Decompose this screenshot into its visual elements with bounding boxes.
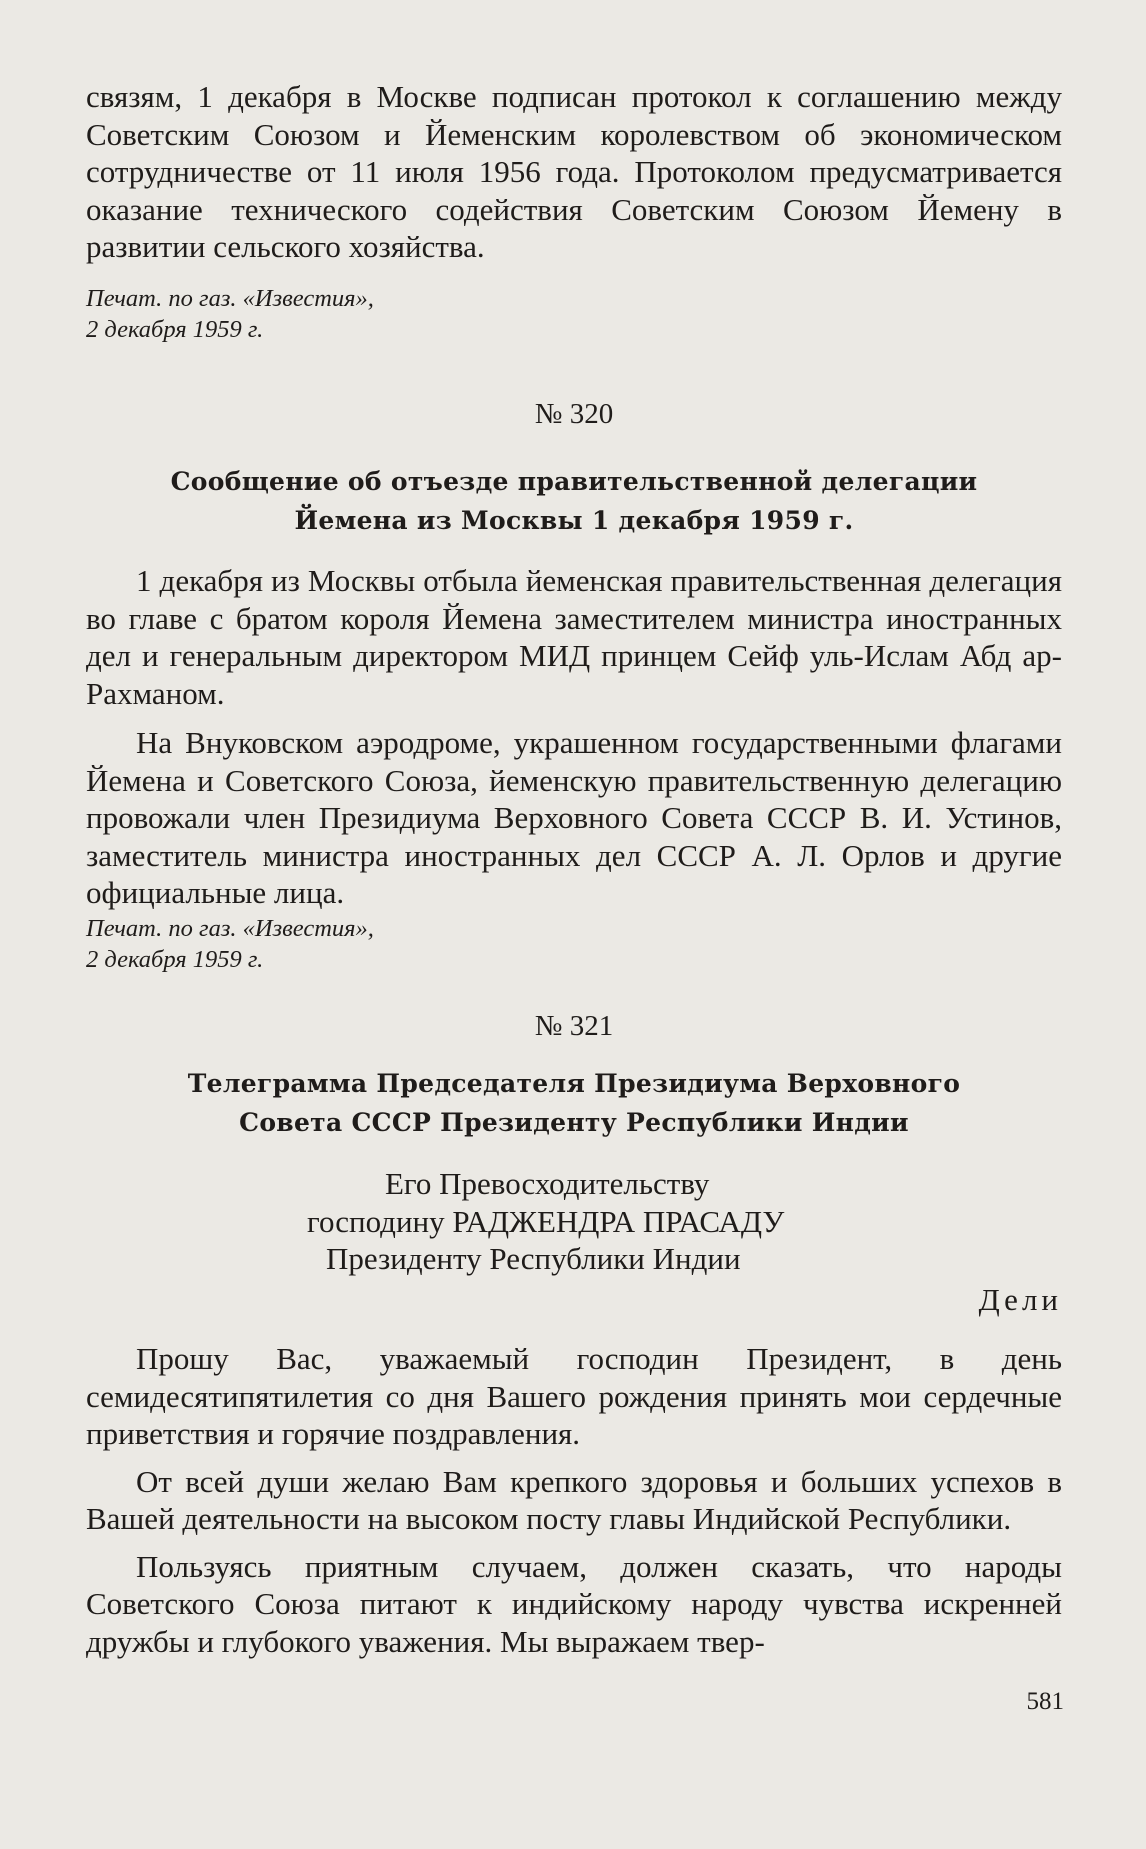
intro-paragraph: связям, 1 декабря в Москве подписан протокол к соглашению между Советским Союзом и Йеменским королевством об экономическом сотрудничестве от 11 июля 1956 года. Протоколом предусматривается оказание технического содействия Советским Союзом Йемену в развитии сельского хозяйства. bbox=[86, 79, 1062, 264]
doc-320-paragraph-1: 1 декабря из Москвы отбыла йеменская правительственная делегация во главе с братом короля Йемена заместителем министра иностранных дел и генеральным директором МИД принцем Сейф уль-Ислам Абд ар-Рахманом. bbox=[86, 563, 1062, 711]
source-citation-2 bbox=[86, 913, 1062, 975]
doc-320-number: № 320 bbox=[534, 398, 614, 430]
source-1-line2: 2 декабря 1959 г. bbox=[86, 316, 264, 343]
city-name: Дели bbox=[978, 1282, 1062, 1317]
doc-321-title-line2: Совета СССР Президенту Республики Индии bbox=[239, 1108, 909, 1137]
source-1-line1: Печат. по газ. «Известия», bbox=[86, 285, 374, 312]
intro-block bbox=[86, 78, 1062, 266]
source-2-line1: Печат. по газ. «Известия», bbox=[86, 915, 374, 942]
address-line-2: господину РАДЖЕНДРА ПРАСАДУ bbox=[307, 1204, 785, 1239]
source-2-line2: 2 декабря 1959 г. bbox=[86, 946, 264, 973]
doc-320-title bbox=[86, 462, 1062, 540]
doc-320-paragraph-2: На Внуковском аэродроме, украшенном государственными флагами Йемена и Советского Союза, йеменскую правительственную делегацию провожали член Президиума Верховного Совета СССР В. И. Устинов, заместитель министра иностранных дел СССР А. Л. Орлов и другие официальные лица. bbox=[86, 725, 1062, 910]
doc-321-paragraph-2: От всей души желаю Вам крепкого здоровья и больших успехов в Вашей деятельности на высоком посту главы Индийской Республики. bbox=[86, 1463, 1062, 1536]
doc-321-number: № 321 bbox=[534, 1010, 614, 1042]
doc-320-title-line2: Йемена из Москвы 1 декабря 1959 г. bbox=[294, 506, 854, 535]
doc-321-title bbox=[86, 1064, 1062, 1142]
doc-321-paragraph-3: Пользуясь приятным случаем, должен сказать, что народы Советского Союза питают к индийскому народу чувства искренней дружбы и глубокого уважения. Мы выражаем твер- bbox=[86, 1548, 1062, 1659]
doc-321-paragraph-1: Прошу Вас, уважаемый господин Президент, в день семидесятипятилетия со дня Вашего рождения принять мои сердечные приветствия и горячие поздравления. bbox=[86, 1341, 1062, 1451]
doc-320-body bbox=[86, 562, 1062, 912]
doc-321-title-line1: Телеграмма Председателя Президиума Верховного bbox=[187, 1069, 961, 1098]
doc-320-number-block bbox=[86, 396, 1062, 432]
address-line-3: Президенту Республики Индии bbox=[326, 1241, 741, 1276]
doc-321-number-block bbox=[86, 1008, 1062, 1044]
source-citation-1 bbox=[86, 283, 1062, 345]
doc-321-city-block bbox=[86, 1281, 1062, 1319]
address-line-1: Его Превосходительству bbox=[385, 1166, 710, 1201]
doc-321-body bbox=[86, 1340, 1062, 1660]
doc-320-title-line1: Сообщение об отъезде правительственной делегации bbox=[170, 467, 978, 496]
page-number: 581 bbox=[1026, 1688, 1064, 1715]
